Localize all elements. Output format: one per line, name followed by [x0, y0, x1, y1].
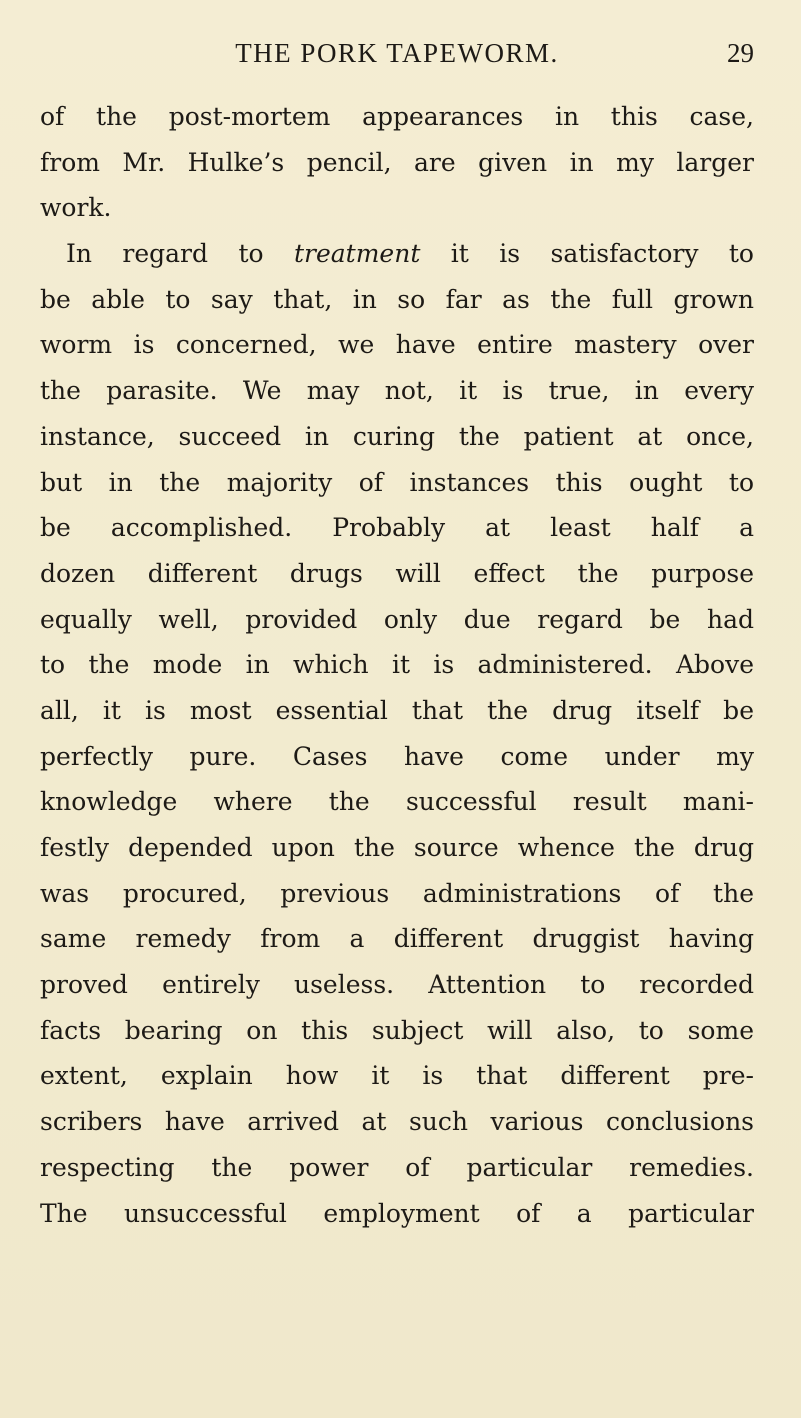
text-line: dozen different drugs will effect the purpose — [40, 558, 754, 588]
paragraph-start-line — [40, 231, 754, 277]
running-head-title: THE PORK TAPEWORM. — [235, 38, 559, 68]
text-line: instance, succeed in curing the patient at once, — [40, 421, 754, 451]
running-head — [40, 38, 754, 74]
text-line: knowledge where the successful result mani- — [40, 787, 754, 817]
text-run: it is satisfactory to — [420, 239, 754, 269]
text-line: proved entirely useless. Attention to recorded — [40, 970, 754, 1000]
text-line: the parasite. We may not, it is true, in every — [40, 376, 754, 406]
text-line: all, it is most essential that the drug itself be — [40, 695, 754, 725]
text-line: same remedy from a different druggist having — [40, 924, 754, 954]
text-line: perfectly pure. Cases have come under my — [40, 741, 754, 771]
text-line: be accomplished. Probably at least half a — [40, 513, 754, 543]
text-line: respecting the power of particular remedies. — [40, 1152, 754, 1182]
text-line: worm is concerned, we have entire mastery over — [40, 330, 754, 360]
text-line: from Mr. Hulke’s pencil, are given in my larger — [40, 147, 754, 177]
text-line: scribers have arrived at such various conclusions — [40, 1107, 754, 1137]
text-line: to the mode in which it is administered. Above — [40, 650, 754, 680]
text-line: The unsuccessful employment of a particular — [40, 1198, 754, 1228]
text-line: of the post-mortem appearances in this case, — [40, 102, 754, 131]
text-line: festly depended upon the source whence the drug — [40, 833, 754, 862]
text-line: was procured, previous administrations of the — [40, 878, 754, 908]
text-line: extent, explain how it is that different pre- — [40, 1061, 754, 1091]
text-line: facts bearing on this subject will also, to some — [40, 1015, 754, 1045]
text-line: be able to say that, in so far as the full grown — [40, 284, 754, 314]
page-number: 29 — [727, 38, 754, 68]
body-text — [40, 94, 754, 1236]
emphasis-treatment: treatment — [293, 239, 421, 269]
text-line: equally well, provided only due regard be had — [40, 604, 754, 634]
text-line: work. — [40, 193, 112, 223]
text-run: In regard to — [66, 239, 294, 269]
text-line: but in the majority of instances this ought to — [40, 467, 754, 497]
